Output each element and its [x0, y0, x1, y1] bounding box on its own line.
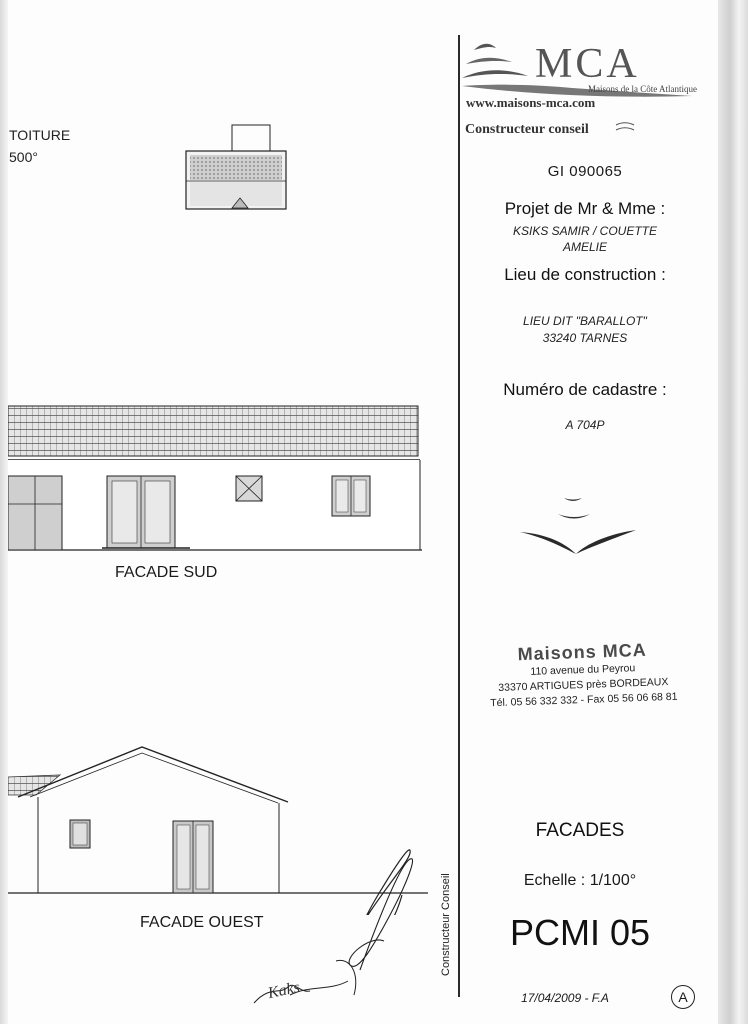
scale-label: Echelle : 1/100° — [523, 872, 637, 889]
logo-subtitle: Maisons de la Côte Atlantique — [588, 84, 697, 94]
location-line-2: 33240 TARNES — [542, 331, 628, 345]
location-heading: Lieu de construction : — [504, 265, 666, 284]
company-address-stamp — [487, 639, 679, 712]
roof-plan-drawing — [180, 120, 290, 220]
company-street: 110 avenue du Peyrou — [530, 662, 636, 678]
company-name: Maisons MCA — [517, 639, 648, 665]
sheet-title: FACADES — [535, 820, 625, 841]
client-line-2: AMELIE — [562, 240, 607, 254]
location-line-1: LIEU DIT "BARALLOT" — [523, 314, 647, 328]
cadastre-heading: Numéro de cadastre : — [503, 380, 667, 399]
facade-ouest-label: FACADE OUEST — [140, 914, 264, 931]
date-author: 17/04/2009 - F.A — [521, 991, 609, 1005]
company-phone: Tél. 05 56 332 332 - Fax 05 56 06 68 81 — [490, 690, 678, 710]
sheet-code: PCMI 05 — [509, 912, 651, 953]
tagline: Constructeur conseil — [465, 122, 589, 137]
paper-edge-left — [0, 0, 8, 1024]
company-city: 33370 ARTIGUES près BORDEAUX — [498, 676, 669, 694]
logo-wordmark: MCA — [535, 41, 640, 87]
cadastre-value: A 704P — [565, 418, 605, 432]
facade-sud-drawing — [8, 398, 422, 558]
signature-text: Kaks — [266, 978, 302, 1003]
vertical-label: Constructeur Conseil — [440, 873, 452, 976]
tagline-swirl-icon — [614, 121, 636, 135]
client-line-1: KSIKS SAMIR / COUETTE — [512, 224, 658, 238]
wave-emblem-icon — [518, 494, 640, 558]
facade-sud-label: FACADE SUD — [115, 564, 218, 581]
roof-label: TOITURE — [9, 127, 71, 143]
paper-edge-right — [718, 0, 748, 1024]
revision-badge: A — [671, 985, 695, 1009]
roof-slope: 500° — [9, 149, 38, 165]
project-heading: Projet de Mr & Mme : — [504, 199, 666, 218]
reference-number: GI 090065 — [547, 163, 623, 180]
website-link: www.maisons-mca.com — [466, 95, 596, 110]
